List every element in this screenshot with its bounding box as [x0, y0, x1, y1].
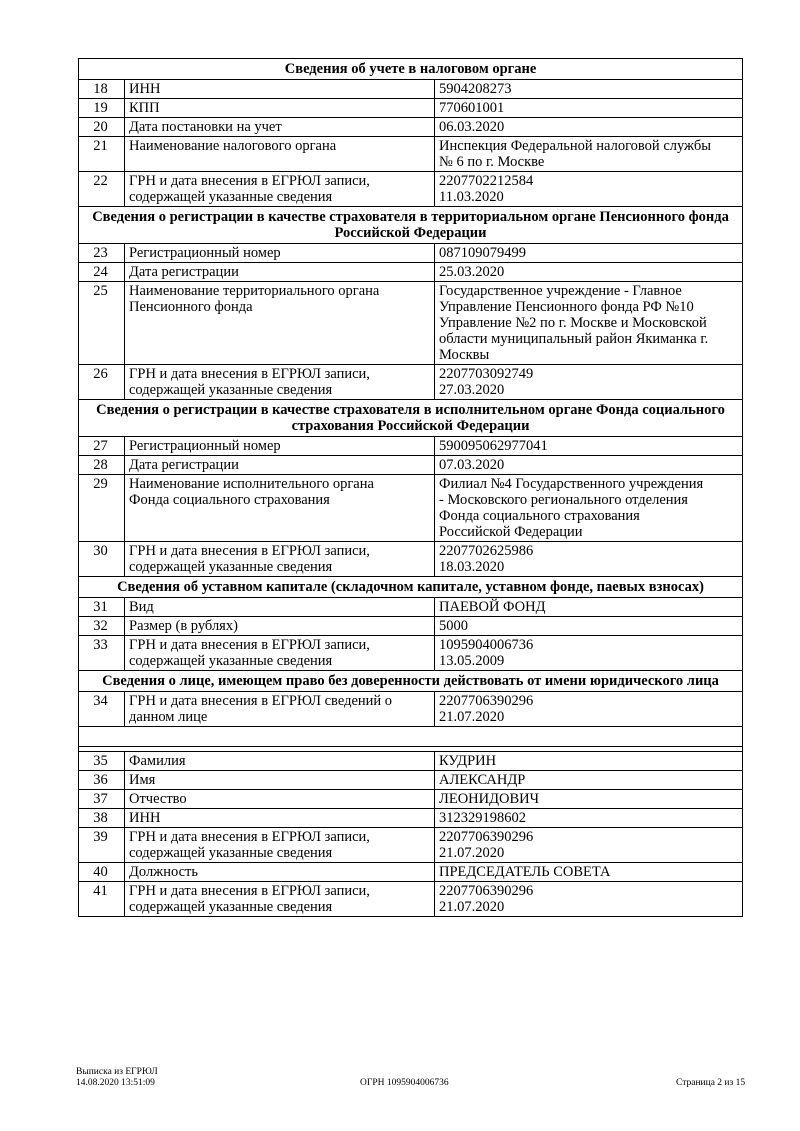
row-label: Дата регистрации [125, 263, 435, 282]
row-label: Наименование территориального органа Пенсионного фонда [125, 282, 435, 365]
row-label: Должность [125, 863, 435, 882]
row-label: ГРН и дата внесения в ЕГРЮЛ записи, содержащей указанные сведения [125, 365, 435, 400]
row-number: 36 [79, 771, 125, 790]
table-row [79, 752, 743, 771]
table-row [79, 771, 743, 790]
row-value: 2207706390296 21.07.2020 [435, 828, 743, 863]
row-value: 2207703092749 27.03.2020 [435, 365, 743, 400]
row-value: Государственное учреждение - Главное Управление Пенсионного фонда РФ №10 Управление №2 по г. Москве и Московской области муниципальный район Якиманка г. Москвы [435, 282, 743, 365]
blank-row [79, 727, 743, 747]
row-label: Отчество [125, 790, 435, 809]
row-label: ГРН и дата внесения в ЕГРЮЛ записи, содержащей указанные сведения [125, 828, 435, 863]
row-label: Регистрационный номер [125, 437, 435, 456]
section-tax-title: Сведения об учете в налоговом органе [79, 59, 743, 80]
table-row [79, 437, 743, 456]
row-value: ПРЕДСЕДАТЕЛЬ СОВЕТА [435, 863, 743, 882]
row-value: 25.03.2020 [435, 263, 743, 282]
footer-doc-title: Выписка из ЕГРЮЛ [76, 1067, 158, 1077]
table-row [79, 80, 743, 99]
row-value: 2207706390296 21.07.2020 [435, 692, 743, 727]
table-row [79, 542, 743, 577]
row-value: 087109079499 [435, 244, 743, 263]
section-header-row [79, 671, 743, 692]
table-row [79, 790, 743, 809]
table-row [79, 137, 743, 172]
table-row [79, 99, 743, 118]
table-row [79, 475, 743, 542]
row-value: 770601001 [435, 99, 743, 118]
row-value: ЛЕОНИДОВИЧ [435, 790, 743, 809]
row-number: 40 [79, 863, 125, 882]
table-row [79, 692, 743, 727]
row-label: КПП [125, 99, 435, 118]
row-label: Наименование исполнительного органа Фонда социального страхования [125, 475, 435, 542]
row-number: 29 [79, 475, 125, 542]
section-header-row [79, 400, 743, 437]
row-value: 2207702625986 18.03.2020 [435, 542, 743, 577]
row-label: Фамилия [125, 752, 435, 771]
table-row [79, 365, 743, 400]
row-value: 312329198602 [435, 809, 743, 828]
row-label: Вид [125, 598, 435, 617]
table-row [79, 282, 743, 365]
row-label: Регистрационный номер [125, 244, 435, 263]
row-number: 18 [79, 80, 125, 99]
section-pension-title: Сведения о регистрации в качестве страхователя в территориальном органе Пенсионного фонда Российской Федерации [79, 207, 743, 244]
row-number: 35 [79, 752, 125, 771]
table-row [79, 118, 743, 137]
section-header-row [79, 207, 743, 244]
row-value: КУДРИН [435, 752, 743, 771]
row-number: 32 [79, 617, 125, 636]
table-row [79, 263, 743, 282]
row-number: 41 [79, 882, 125, 917]
section-header-row [79, 577, 743, 598]
row-value: ПАЕВОЙ ФОНД [435, 598, 743, 617]
row-number: 28 [79, 456, 125, 475]
row-label: ГРН и дата внесения в ЕГРЮЛ записи, содержащей указанные сведения [125, 636, 435, 671]
row-value: 2207702212584 11.03.2020 [435, 172, 743, 207]
table-row [79, 882, 743, 917]
row-number: 39 [79, 828, 125, 863]
row-label: ГРН и дата внесения в ЕГРЮЛ записи, содержащей указанные сведения [125, 882, 435, 917]
table-row [79, 617, 743, 636]
row-label: Дата регистрации [125, 456, 435, 475]
row-value: Инспекция Федеральной налоговой службы № 6 по г. Москве [435, 137, 743, 172]
row-label: Наименование налогового органа [125, 137, 435, 172]
row-number: 19 [79, 99, 125, 118]
row-number: 27 [79, 437, 125, 456]
row-label: ГРН и дата внесения в ЕГРЮЛ записи, содержащей указанные сведения [125, 542, 435, 577]
table-row [79, 598, 743, 617]
row-value: 2207706390296 21.07.2020 [435, 882, 743, 917]
row-number: 38 [79, 809, 125, 828]
row-number: 26 [79, 365, 125, 400]
row-label: Дата постановки на учет [125, 118, 435, 137]
row-number: 37 [79, 790, 125, 809]
section-header-row [79, 59, 743, 80]
row-value: 06.03.2020 [435, 118, 743, 137]
row-value: 5000 [435, 617, 743, 636]
row-label: Имя [125, 771, 435, 790]
table-row [79, 244, 743, 263]
section-social-title: Сведения о регистрации в качестве страхователя в исполнительном органе Фонда социального страхования Российской Федерации [79, 400, 743, 437]
footer-datetime: 14.08.2020 13:51:09 [76, 1078, 155, 1088]
row-number: 30 [79, 542, 125, 577]
row-value: АЛЕКСАНДР [435, 771, 743, 790]
footer-page-number: Страница 2 из 15 [676, 1078, 746, 1088]
row-label: ГРН и дата внесения в ЕГРЮЛ записи, содержащей указанные сведения [125, 172, 435, 207]
section-capital-title: Сведения об уставном капитале (складочном капитале, уставном фонде, паевых взносах) [79, 577, 743, 598]
section-person-title: Сведения о лице, имеющем право без доверенности действовать от имени юридического лица [79, 671, 743, 692]
row-number: 24 [79, 263, 125, 282]
footer-ogrn: ОГРН 1095904006736 [360, 1078, 449, 1088]
row-number: 22 [79, 172, 125, 207]
row-value: Филиал №4 Государственного учреждения - Московского регионального отделения Фонда социального страхования Российской Федерации [435, 475, 743, 542]
table-row [79, 456, 743, 475]
row-label: ИНН [125, 809, 435, 828]
row-number: 34 [79, 692, 125, 727]
row-number: 20 [79, 118, 125, 137]
row-number: 31 [79, 598, 125, 617]
row-label: Размер (в рублях) [125, 617, 435, 636]
row-number: 21 [79, 137, 125, 172]
row-value: 590095062977041 [435, 437, 743, 456]
row-value: 07.03.2020 [435, 456, 743, 475]
egrul-extract-table [78, 58, 743, 917]
blank-cell [79, 727, 743, 747]
table-row [79, 863, 743, 882]
row-number: 23 [79, 244, 125, 263]
row-value: 1095904006736 13.05.2009 [435, 636, 743, 671]
table-row [79, 828, 743, 863]
table-row [79, 172, 743, 207]
footer-document-info [76, 1067, 158, 1089]
row-label: ГРН и дата внесения в ЕГРЮЛ сведений о данном лице [125, 692, 435, 727]
row-number: 25 [79, 282, 125, 365]
row-value: 5904208273 [435, 80, 743, 99]
row-number: 33 [79, 636, 125, 671]
table-row [79, 809, 743, 828]
row-label: ИНН [125, 80, 435, 99]
table-row [79, 636, 743, 671]
